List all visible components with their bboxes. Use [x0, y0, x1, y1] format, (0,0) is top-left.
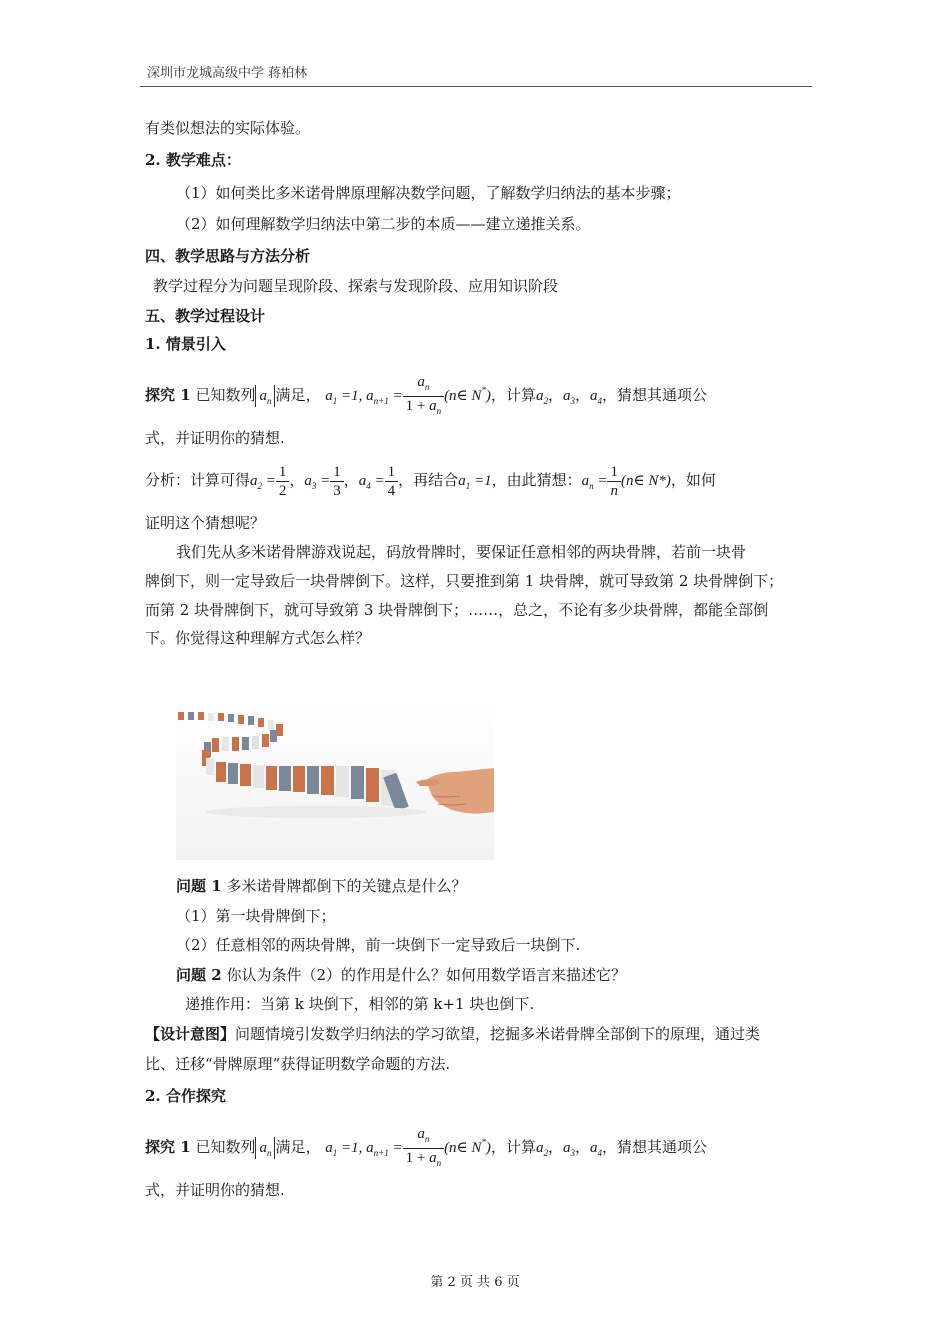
header-rule: [140, 86, 812, 87]
text-line: （1）如何类比多米诺骨牌原理解决数学问题，了解数学归纳法的基本步骤；: [176, 184, 681, 202]
text-line: 教学过程分为问题呈现阶段、探索与发现阶段、应用知识阶段: [153, 277, 559, 295]
answer-line: （2）任意相邻的两块骨牌，前一块倒下一定导致后一块倒下.: [176, 936, 581, 954]
paragraph-line: 而第 2 块骨牌倒下，就可导致第 3 块骨牌倒下；……，总之，不论有多少块骨牌，都能全部倒: [145, 601, 769, 619]
explore-tail: 猜想其通项公: [617, 1138, 708, 1156]
paragraph-line: 我们先从多米诺骨牌游戏说起，码放骨牌时，要保证任意相邻的两块骨牌，若前一块骨: [176, 543, 747, 561]
section-heading: 四、教学思路与方法分析: [145, 247, 311, 265]
page-footer: 第 2 页 共 6 页: [430, 1275, 520, 1290]
text-line: 有类似想法的实际体验。: [145, 119, 311, 137]
question-text: 你认为条件（2）的作用是什么？如何用数学语言来描述它？: [226, 966, 626, 984]
fraction: $\frac{a_n}{1 + a_n}$: [403, 1125, 444, 1172]
sequence-symbol: $a_n$: [255, 1137, 275, 1159]
paragraph-line: 牌倒下，则一定导致后一块骨牌倒下。这样，只要推到第 1 块骨牌，就可导致第 2 块骨牌倒下；: [145, 572, 784, 590]
question-text: 多米诺骨牌都倒下的关键点是什么？: [226, 877, 467, 895]
answer-line: 递推作用：当第 k 块倒下，相邻的第 k+1 块也倒下.: [185, 995, 535, 1013]
page-header: 深圳市龙城高级中学 蒋柏林: [147, 66, 308, 81]
explore-line: 探究 1 已知数列 $a_n$ 满足， $a_1 =1$, $a_{n+1}$ = $\frac{a_n}{1 + a_n}$ (n∈ N*)，计算$a_2$，$a_3$，$a_4$，猜想其通项公: [145, 1120, 707, 1175]
text-line: 式，并证明你的猜想.: [145, 1181, 285, 1199]
question-line: [176, 965, 626, 985]
explore-satisfy: 满足，: [275, 386, 321, 404]
design-line: 比、迁移“骨牌原理”获得证明数学命题的方法.: [145, 1055, 451, 1073]
explore-label: 探究 1: [145, 386, 191, 404]
analysis-lead: 分析：计算可得: [145, 471, 251, 489]
analysis-how: ，如何: [670, 471, 716, 489]
domino-hand-illustration: [176, 700, 494, 860]
section-heading: 五、教学过程设计: [145, 307, 266, 325]
explore-lead: 已知数列: [195, 386, 256, 404]
fraction: $\frac{a_n}{1 + a_n}$: [403, 373, 444, 420]
design-line: [145, 1024, 760, 1044]
question-label: 问题 2: [176, 966, 222, 984]
question-line: [176, 876, 466, 896]
section-heading: 1. 情景引入: [145, 335, 226, 353]
explore-satisfy: 满足，: [275, 1138, 321, 1156]
paragraph-line: 下。你觉得这种理解方式怎么样？: [145, 629, 371, 647]
design-label: 【设计意图】: [145, 1025, 236, 1043]
text-line: 证明这个猜想呢？: [145, 514, 266, 532]
analysis-line: 分析：计算可得$a_2$ = $\frac{1}{2}$ ，$a_3$ = $\frac{1}{3}$ ，$a_4$ = $\frac{1}{4}$ ，再结合$a_1 =1$，由此猜想：$a_n$ = $\frac{1}{n}$ (n∈ N*)，如何: [145, 463, 716, 499]
section-heading: 2. 合作探究: [145, 1087, 226, 1105]
analysis-guess: 由此猜想：: [506, 471, 582, 489]
answer-line: （1）第一块骨牌倒下；: [176, 907, 336, 925]
text-line: （2）如何理解数学归纳法中第二步的本质——建立递推关系。: [176, 215, 591, 233]
explore-calc: 计算: [505, 1138, 536, 1156]
domain-cond: (n∈ N*): [444, 1137, 491, 1156]
sequence-symbol: $a_n$: [255, 385, 275, 407]
analysis-combine: 再结合: [413, 471, 459, 489]
question-label: 问题 1: [176, 877, 222, 895]
explore-tail: 猜想其通项公: [617, 386, 708, 404]
section-heading: 2. 教学难点：: [145, 151, 241, 169]
formula: $a_1 =1$, $a_{n+1}$ =: [325, 1140, 403, 1158]
design-text: 问题情境引发数学归纳法的学习欲望，挖掘多米诺骨牌全部倒下的原理，通过类: [235, 1025, 761, 1043]
explore-label: 探究 1: [145, 1138, 191, 1156]
explore-lead: 已知数列: [195, 1138, 256, 1156]
formula: $a_1 =1$, $a_{n+1}$ =: [325, 388, 403, 406]
explore-line: 探究 1 已知数列 $a_n$ 满足， $a_1 =1$, $a_{n+1}$ = $\frac{a_n}{1 + a_n}$ (n∈ N*)，计算$a_2$，$a_3$，$a_4$，猜想其通项公: [145, 368, 707, 423]
explore-calc: 计算: [505, 386, 536, 404]
text-line: 式，并证明你的猜想.: [145, 429, 285, 447]
domain-cond: (n∈ N*): [444, 385, 491, 404]
